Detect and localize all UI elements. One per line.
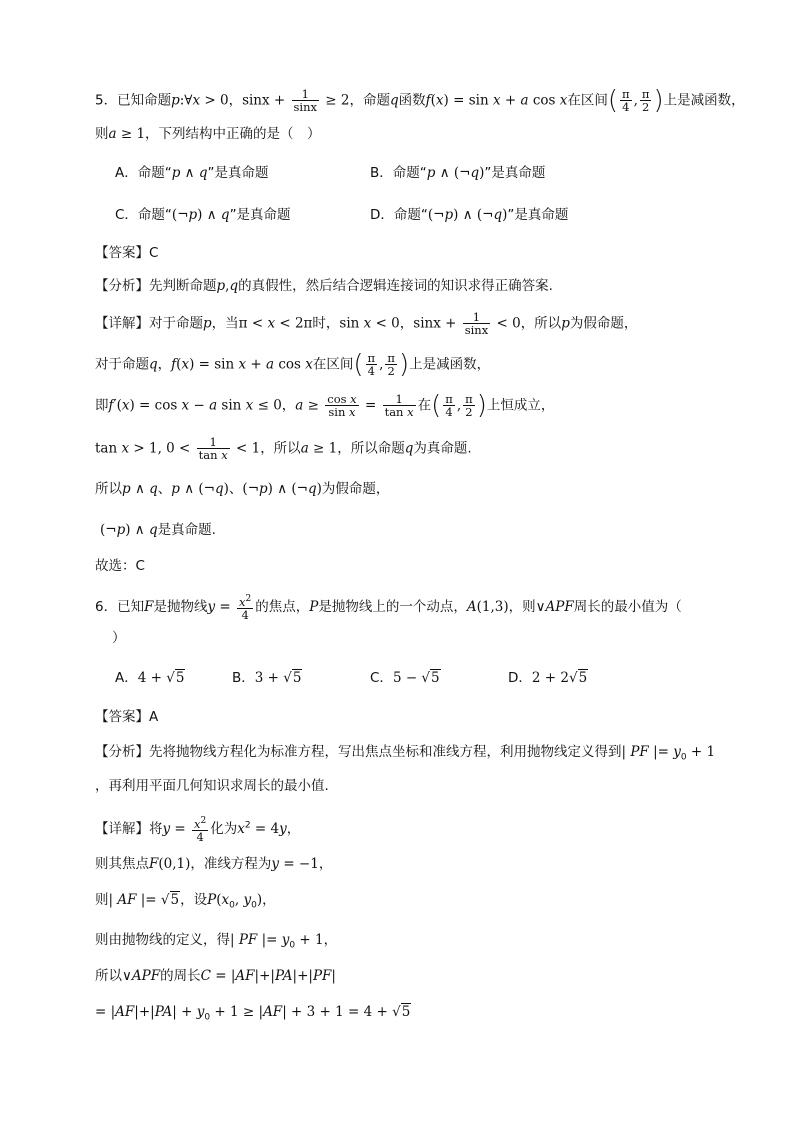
q6-stem-line1: 6．已知F是抛物线y = $\frac{x^2}{4}$ 的焦点，P是抛物线上的一个动点，A(1,3)，则∨APF周长的最小值为（ [95,594,682,622]
q5-detail-line5: 所以p ∧ q、p ∧ (¬q)、(¬p) ∧ (¬q)为假命题， [95,481,390,497]
q6-option-b: B．3 + √5 [232,670,302,686]
q5-option-b: B．命题“p ∧ (¬q)”是真命题 [370,165,546,181]
q5-detail-line6: (¬p) ∧ q是真命题. [100,522,216,538]
q6-option-d: D．2 + 2√5 [508,670,588,686]
q5-stem-line1: 5．已知命题p:∀x > 0，sinx + $\frac{1}{\sin x}$ ≥ 2，命题q函数f(x) = sin x + a cos x在区间( $\frac{\pi}{4}$ , $\frac{\pi}{2}$ )上是减函数， [95,85,745,116]
q5-answer: 【答案】C [95,245,159,261]
q5-choose: 故选：C [95,558,145,574]
q6-detail-line2: 则其焦点F(0,1)，准线方程为y = −1， [95,856,333,872]
q6-stem-line2: ） [112,630,126,646]
q5-detail-line2: 对于命题q，f(x) = sin x + a cos x在区间( $\frac{\pi}{4}$ , $\frac{\pi}{2}$ )上是减函数， [95,349,491,380]
q6-option-c: C．5 − √5 [370,670,440,686]
q5-detail-line3: 即f′(x) = cos x − a sin x ≤ 0，a ≥ $\frac{\text{cos x}}{\text{sin x}}$ = $\frac{1}{\text{tan x}}$ 在( $\frac{\pi}{4}$ , $\frac{\pi}{2}$ )上恒成立， [95,390,555,421]
q6-detail-line1: 【详解】将y = $\frac{x^2}{4}$ 化为$x^2 = 4y$， [95,816,301,844]
q6-analysis-line1: 【分析】先将抛物线方程化为标准方程，写出焦点坐标和准线方程，利用抛物线定义得到| PF |= $y_0 + 1$ [95,744,716,763]
q6-answer: 【答案】A [95,709,159,725]
q5-option-c: C．命题“(¬p) ∧ q”是真命题 [115,207,291,223]
q5-detail-line4: tan x > 1, 0 < $\frac{1}{\text{tan x}}$ < 1，所以a ≥ 1，所以命题q为真命题. [95,435,472,462]
q6-option-a: A．4 + √5 [115,670,185,686]
q5-stem-prefix: 5．已知命题 [95,92,172,109]
q6-detail-line5: 所以∨APF的周长C = |AF|+|PA|+|PF| [95,968,336,984]
q5-analysis: 【分析】先判断命题p,q的真假性，然后结合逻辑连接词的知识求得正确答案. [95,278,553,294]
q5-stem-line2: 则a ≥ 1，下列结构中正确的是（ ） [95,126,321,142]
q5-detail-line1: 【详解】对于命题p，当π < x < 2π时，sin x < 0，sinx + $\frac{1}{\sin x}$ < 0，所以p为假命题， [95,310,638,337]
q6-analysis-line2: ，再利用平面几何知识求周长的最小值. [95,778,329,794]
q6-detail-line3: 则| AF |= √5，设$P(x_0$, $y_0$)， [95,892,276,911]
q5-option-d: D．命题“(¬p) ∧ (¬q)”是真命题 [370,207,569,223]
q6-detail-line4: 则由抛物线的定义，得| PF |= $y_0 + 1$， [95,932,338,951]
q6-detail-line6: = $|AF|+|PA| + y_0 + 1 \ge |AF| + 3 + 1 = 4 + √5$ [95,1004,411,1023]
q5-option-a: A．命题“p ∧ q”是真命题 [115,165,269,181]
